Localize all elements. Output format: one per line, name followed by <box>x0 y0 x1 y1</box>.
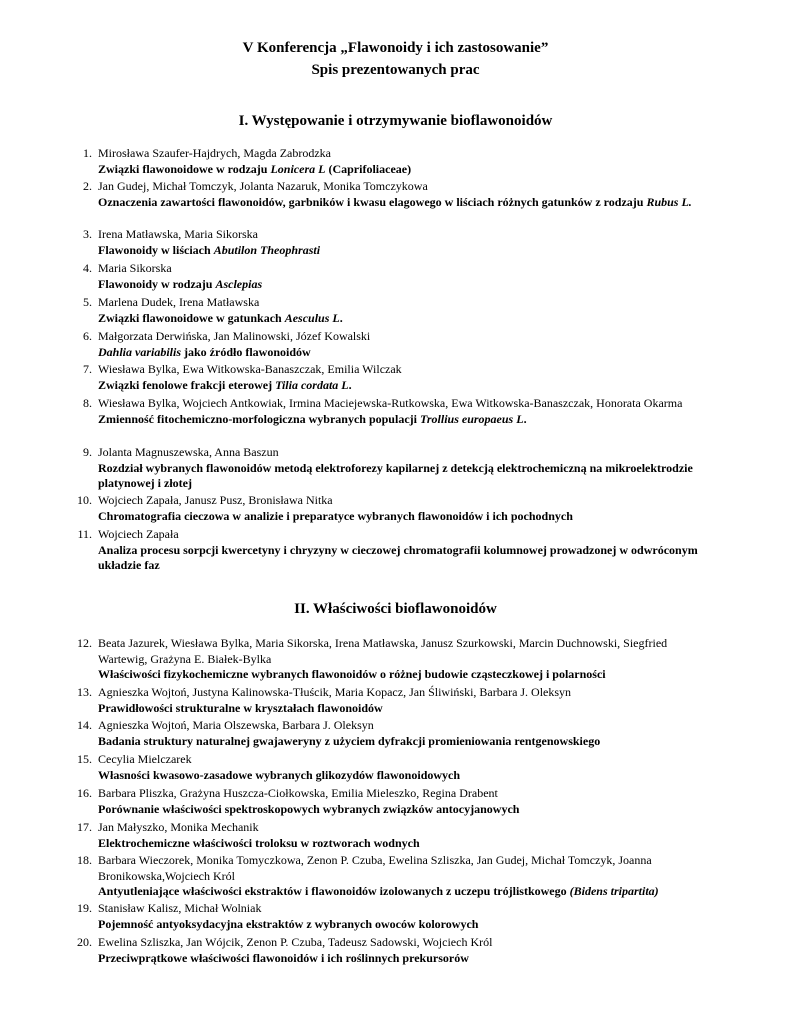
item-authors: Wojciech Zapała, Janusz Pusz, Bronisława Nitka <box>98 493 333 507</box>
item-title <box>98 884 714 900</box>
item-body <box>98 445 714 492</box>
item-body <box>98 362 714 393</box>
item-title-segment: (Caprifoliaceae) <box>325 161 412 176</box>
item-title-segment: Właściwości fizykochemiczne wybranych flawonoidów o różnej budowie cząsteczkowej i polarności <box>98 667 606 682</box>
item-title-segment: Antyutleniające właściwości ekstraktów i flawonoidów izolowanych z uczepu trójlistkowego <box>98 884 570 899</box>
item-authors: Marlena Dudek, Irena Matławska <box>98 295 260 309</box>
item-authors: Maria Sikorska <box>98 261 172 275</box>
item-title-segment: Porównanie właściwości spektroskopowych wybranych związków antocyjanowych <box>98 801 520 816</box>
item-authors: Stanisław Kalisz, Michał Wolniak <box>98 901 262 915</box>
item-body <box>98 227 714 258</box>
item-authors: Barbara Pliszka, Grażyna Huszcza-Ciołkowska, Emilia Mieleszko, Regina Drabent <box>98 786 498 800</box>
item-number: 5. <box>83 295 92 309</box>
item-title-italic-segment: Aesculus L <box>284 310 340 325</box>
item-body <box>98 901 714 932</box>
item-authors: Wiesława Bylka, Wojciech Antkowiak, Irmina Maciejewska-Rutkowska, Ewa Witkowska-Banaszczak, Honorata Okarma <box>98 396 683 410</box>
item-number: 9. <box>83 445 92 459</box>
item-authors: Jolanta Magnuszewska, Anna Baszun <box>98 445 279 459</box>
item-title <box>98 509 714 525</box>
item-authors: Jan Małyszko, Monika Mechanik <box>98 820 259 834</box>
item-body <box>98 685 714 716</box>
item-number: 1. <box>83 146 92 160</box>
item-title-italic-segment: Lonicera L <box>270 161 326 176</box>
list-title-line: Spis prezentowanych prac <box>311 62 480 78</box>
item-title <box>98 543 714 574</box>
item-title <box>98 277 714 293</box>
item-body <box>98 396 714 427</box>
item-title-italic-segment: (Bidens tripartita) <box>569 884 659 899</box>
item-body <box>98 752 714 783</box>
item-title <box>98 461 714 492</box>
item-body <box>98 295 714 326</box>
item-title-italic-segment: Abutilon Theophrasti <box>213 242 321 257</box>
item-authors: Ewelina Szliszka, Jan Wójcik, Zenon P. Czuba, Tadeusz Sadowski, Wojciech Król <box>98 935 493 949</box>
item-title-segment: Rozdział wybranych flawonoidów metodą elektroforezy kapilarnej z detekcją elektrochemiczną na mikroelektrodzie platynowej i złotej <box>98 460 693 491</box>
item-number: 10. <box>77 493 92 507</box>
item-title-segment: Analiza procesu sorpcji kwercetyny i chryzyny w cieczowej chromatografii kolumnowej prowadzonej w odwróconym układzie faz <box>98 542 698 573</box>
item-title-segment: Związki fenolowe frakcji eterowej <box>98 377 276 392</box>
item-number: 11. <box>77 527 92 541</box>
item-title-segment: . <box>348 377 352 392</box>
item-authors: Agnieszka Wojtoń, Justyna Kalinowska-Tłuścik, Maria Kopacz, Jan Śliwiński, Barbara J. Oleksyn <box>98 685 572 699</box>
item-title <box>98 378 714 394</box>
item-title-segment: Prawidłowości strukturalne w kryształach flawonoidów <box>98 700 383 715</box>
item-number: 19. <box>77 901 92 915</box>
item-authors: Małgorzata Derwińska, Jan Malinowski, Józef Kowalski <box>98 329 371 343</box>
item-number: 7. <box>83 362 92 376</box>
item-number: 6. <box>83 329 92 343</box>
conference-title-line: V Konferencja „Flawonoidy i ich zastosowanie” <box>242 40 549 56</box>
item-number: 2. <box>83 179 92 193</box>
item-number: 17. <box>77 820 92 834</box>
item-authors: Mirosława Szaufer-Hajdrych, Magda Zabrodzka <box>98 146 331 160</box>
item-title-segment: Chromatografia cieczowa w analizie i preparatyce wybranych flawonoidów i ich pochodnych <box>98 508 573 523</box>
item-title-segment: Związki flawonoidowe w gatunkach <box>98 310 285 325</box>
item-title-italic-segment: Rubus L. <box>646 194 692 209</box>
item-title <box>98 802 714 818</box>
section-heading: I. Występowanie i otrzymywanie bioflawonoidów <box>238 113 553 129</box>
item-title-italic-segment: Tilia cordata L <box>275 377 349 392</box>
item-authors: Jan Gudej, Michał Tomczyk, Jolanta Nazaruk, Monika Tomczykowa <box>98 179 428 193</box>
item-title <box>98 412 714 428</box>
item-title <box>98 836 714 852</box>
conference-title <box>0 37 791 81</box>
item-title-italic-segment: Dahlia variabilis <box>98 344 182 359</box>
item-body <box>98 179 714 210</box>
item-number: 15. <box>77 752 92 766</box>
item-title-segment: Oznaczenia zawartości flawonoidów, garbników i kwasu elagowego w liściach różnych gatunków z rodzaju <box>98 194 647 209</box>
item-body <box>98 853 714 900</box>
item-number: 12. <box>77 636 92 650</box>
item-title-segment: Pojemność antyoksydacyjna ekstraktów z wybranych owoców kolorowych <box>98 916 479 931</box>
item-title <box>98 162 714 178</box>
item-title-italic-segment: Asclepias <box>215 276 263 291</box>
item-title-segment: Własności kwasowo-zasadowe wybranych glikozydów flawonoidowych <box>98 767 461 782</box>
item-title-segment: Związki flawonoidowe w rodzaju <box>98 161 271 176</box>
item-title-segment: Elektrochemiczne właściwości troloksu w roztworach wodnych <box>98 835 420 850</box>
item-number: 8. <box>83 396 92 410</box>
item-title-segment: Przeciwprątkowe właściwości flawonoidów i ich roślinnych prekursorów <box>98 950 469 965</box>
item-body <box>98 935 714 966</box>
item-body <box>98 329 714 360</box>
item-authors: Cecylia Mielczarek <box>98 752 192 766</box>
item-body <box>98 493 714 524</box>
item-authors: Agnieszka Wojtoń, Maria Olszewska, Barbara J. Oleksyn <box>98 718 374 732</box>
item-body <box>98 636 714 683</box>
item-body <box>98 820 714 851</box>
item-title <box>98 734 714 750</box>
item-authors: Wiesława Bylka, Ewa Witkowska-Banaszczak, Emilia Wilczak <box>98 362 402 376</box>
item-body <box>98 718 714 749</box>
item-title-segment: Flawonoidy w rodzaju <box>98 276 216 291</box>
item-body <box>98 146 714 177</box>
item-title-segment: Zmienność fitochemiczno-morfologiczna wybranych populacji <box>98 411 420 426</box>
item-title-segment: . <box>523 411 527 426</box>
item-authors: Wojciech Zapała <box>98 527 179 541</box>
item-title <box>98 667 714 683</box>
item-authors: Irena Matławska, Maria Sikorska <box>98 227 258 241</box>
item-body <box>98 527 714 574</box>
item-title <box>98 345 714 361</box>
item-title <box>98 311 714 327</box>
section-heading: II. Właściwości bioflawonoidów <box>294 601 497 617</box>
item-number: 18. <box>77 853 92 867</box>
item-number: 16. <box>77 786 92 800</box>
item-number: 20. <box>77 935 92 949</box>
item-authors: Beata Jazurek, Wiesława Bylka, Maria Sikorska, Irena Matławska, Janusz Szurkowski, Marcin Duchnowski, Siegfried Wartewig, Grażyna E. Białek-Bylka <box>98 636 668 666</box>
item-number: 14. <box>77 718 92 732</box>
item-title <box>98 243 714 259</box>
item-title-segment: jako źródło flawonoidów <box>181 344 311 359</box>
item-title <box>98 701 714 717</box>
item-title-italic-segment: Trollius europaeus L <box>419 411 524 426</box>
item-title-segment: Flawonoidy w liściach <box>98 242 214 257</box>
item-title <box>98 195 714 211</box>
item-body <box>98 261 714 292</box>
item-title <box>98 951 714 967</box>
item-authors: Barbara Wieczorek, Monika Tomyczkowa, Zenon P. Czuba, Ewelina Szliszka, Jan Gudej, Michał Tomczyk, Joanna Bronikowska,Wojciech Król <box>98 853 652 883</box>
item-number: 4. <box>83 261 92 275</box>
item-title <box>98 768 714 784</box>
item-title-segment: . <box>339 310 343 325</box>
item-body <box>98 786 714 817</box>
item-title <box>98 917 714 933</box>
item-number: 13. <box>77 685 92 699</box>
item-number: 3. <box>83 227 92 241</box>
item-title-segment: Badania struktury naturalnej gwajaweryny z użyciem dyfrakcji promieniowania rentgenowskiego <box>98 733 601 748</box>
